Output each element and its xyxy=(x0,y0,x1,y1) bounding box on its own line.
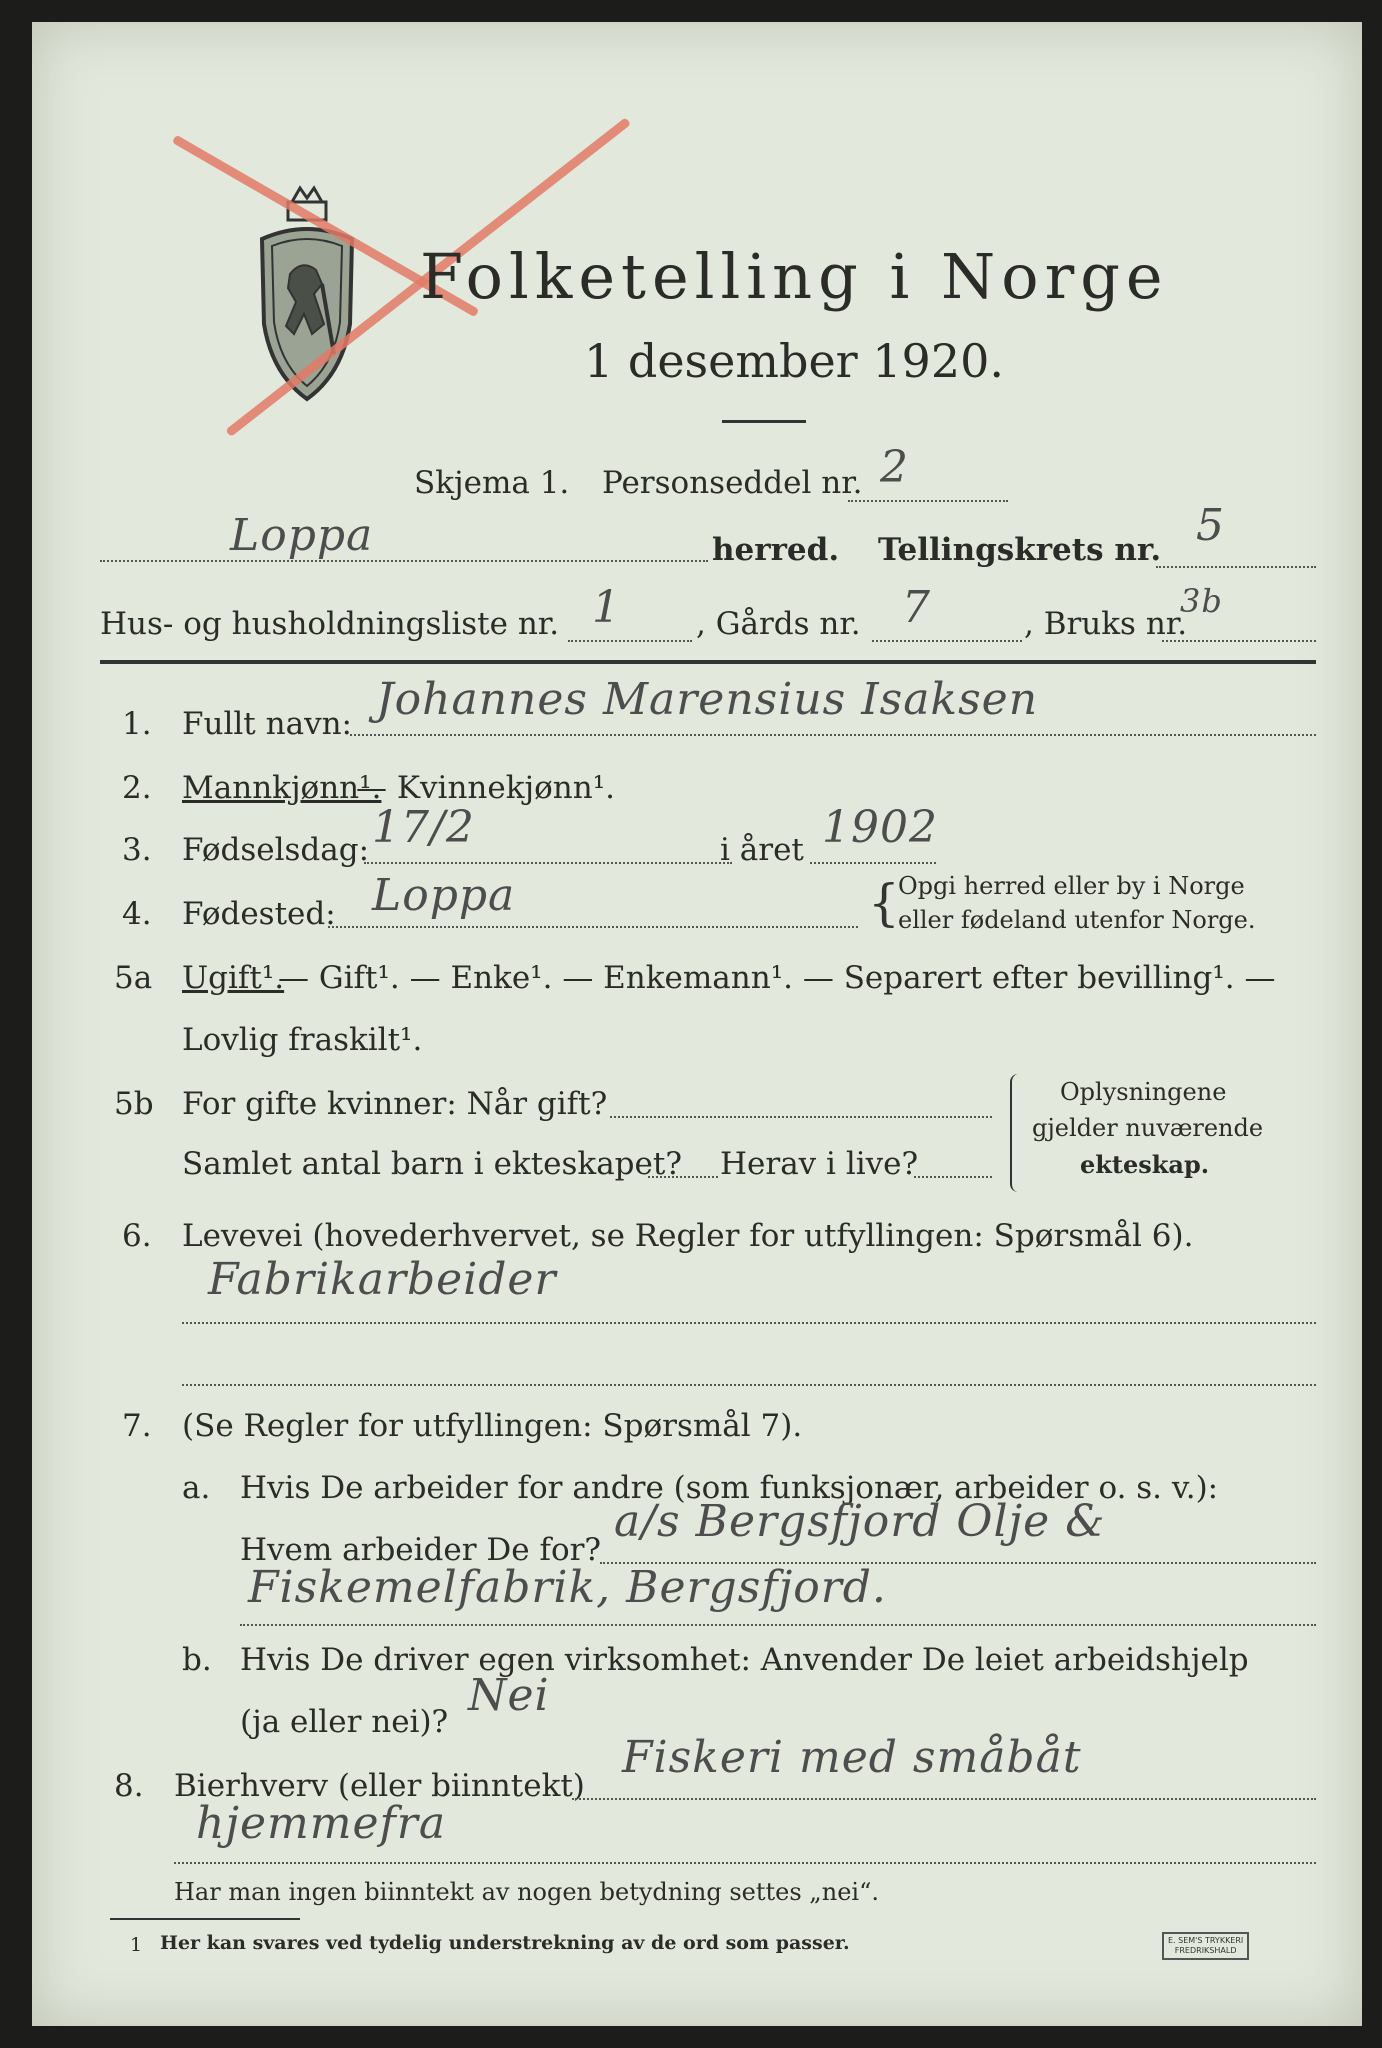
census-form xyxy=(32,22,1362,2026)
q3-birthday-value[interactable]: 17/2 xyxy=(372,802,475,853)
q7-label: (Se Regler for utfyllingen: Spørsmål 7). xyxy=(182,1408,803,1444)
q6-label: Levevei (hovederhvervet, se Regler for utfyllingen: Spørsmål 6). xyxy=(182,1218,1194,1254)
q8-number: 8. xyxy=(114,1768,144,1804)
q5b-when-married-label: For gifte kvinner: Når gift? xyxy=(182,1086,608,1122)
hus-label: Hus- og husholdningsliste nr. xyxy=(100,606,560,642)
q5a-other-options[interactable]: — Gift¹. — Enke¹. — Enkemann¹. — Separert efter bevilling¹. — xyxy=(278,960,1276,996)
q3-number: 3. xyxy=(122,832,152,868)
footer-rule xyxy=(110,1918,300,1920)
q4-label: Fødested: xyxy=(182,896,336,932)
q4-note: Opgi herred eller by i Norge xyxy=(898,872,1245,900)
schema-label: Skjema 1. xyxy=(414,465,570,501)
q7b-value[interactable]: Nei xyxy=(468,1670,550,1721)
q8-label: Bierhverv (eller biinntekt) xyxy=(174,1768,585,1804)
header-rule xyxy=(100,660,1316,664)
q2-number: 2. xyxy=(122,770,152,806)
q4-number: 4. xyxy=(122,896,152,932)
q6-occupation-value[interactable]: Fabrikarbeider xyxy=(208,1254,557,1305)
q1-full-name-value[interactable]: Johannes Marensius Isaksen xyxy=(376,674,1039,725)
q8-side-income-value[interactable]: Fiskeri med småbåt xyxy=(622,1732,1082,1783)
q5a-number: 5a xyxy=(114,960,153,996)
q5a-unmarried-option[interactable]: Ugift¹. xyxy=(182,960,285,996)
q7-number: 7. xyxy=(122,1408,152,1444)
gards-value[interactable]: 7 xyxy=(902,582,931,633)
herred-label: herred. xyxy=(712,532,840,568)
q4-note-bracket: { xyxy=(868,874,900,932)
q5b-note: gjelder nuværende xyxy=(1032,1114,1264,1142)
q5b-note-bracket xyxy=(1010,1074,1020,1192)
personseddel-value[interactable]: 2 xyxy=(880,442,909,493)
footer-note: Har man ingen biinntekt av nogen betydning settes „nei“. xyxy=(174,1878,879,1906)
q5b-number: 5b xyxy=(114,1086,154,1122)
printer-stamp: E. SEM'S TRYKKERI FREDRIKSHALD xyxy=(1162,1932,1249,1960)
q7a-letter: a. xyxy=(182,1470,211,1506)
hus-value[interactable]: 1 xyxy=(592,582,621,633)
q7a-employer-label: Hvem arbeider De for? xyxy=(240,1532,602,1568)
q5a-divorced-option[interactable]: Lovlig fraskilt¹. xyxy=(182,1022,423,1058)
q3-year-label: i året xyxy=(720,832,804,868)
tellingskrets-label: Tellingskrets nr. xyxy=(878,532,1162,568)
q5b-note: Oplysningene xyxy=(1060,1078,1227,1106)
personseddel-label: Personseddel nr. xyxy=(602,465,863,501)
herred-value[interactable]: Loppa xyxy=(230,510,374,561)
q4-birthplace-value[interactable]: Loppa xyxy=(372,870,516,921)
q7b-letter: b. xyxy=(182,1642,212,1678)
q5b-note: ekteskap. xyxy=(1080,1150,1210,1179)
q7a-employer-value-cont[interactable]: Fiskemelfabrik, Bergsfjord. xyxy=(248,1562,887,1613)
census-date: 1 desember 1920. xyxy=(584,334,1004,388)
q3-label: Fødselsdag: xyxy=(182,832,370,868)
q1-label: Fullt navn: xyxy=(182,706,352,742)
q8-side-income-value-cont[interactable]: hjemmefra xyxy=(196,1798,447,1849)
bruks-value[interactable]: 3b xyxy=(1180,582,1223,620)
q1-number: 1. xyxy=(122,706,152,742)
form-title: Folketelling i Norge xyxy=(420,240,1169,313)
q4-note: eller fødeland utenfor Norge. xyxy=(898,906,1256,934)
q7a-label: Hvis De arbeider for andre (som funksjonær, arbeider o. s. v.): xyxy=(240,1470,1219,1506)
gards-label: , Gårds nr. xyxy=(696,606,861,642)
tellingskrets-value[interactable]: 5 xyxy=(1196,500,1225,551)
q7b-yes-no-label: (ja eller nei)? xyxy=(240,1704,449,1740)
title-divider xyxy=(722,420,806,423)
q5b-alive-label: Herav i live? xyxy=(720,1146,919,1182)
q2-male-option[interactable]: Mannkjønn¹. xyxy=(182,770,382,806)
q6-number: 6. xyxy=(122,1218,152,1254)
q7a-employer-value[interactable]: a/s Bergsfjord Olje & xyxy=(614,1496,1106,1547)
q7b-label: Hvis De driver egen virksomhet: Anvender De leiet arbeidshjelp xyxy=(240,1642,1249,1678)
q3-year-value[interactable]: 1902 xyxy=(822,802,938,853)
footnote-marker: 1 xyxy=(130,1934,143,1956)
q5b-children-label: Samlet antal barn i ekteskapet? xyxy=(182,1146,682,1182)
q2-female-option[interactable]: — Kvinnekjønn¹. xyxy=(356,770,615,806)
footnote: Her kan svares ved tydelig understrekning av de ord som passer. xyxy=(160,1932,850,1954)
bruks-label: , Bruks nr. xyxy=(1024,606,1188,642)
